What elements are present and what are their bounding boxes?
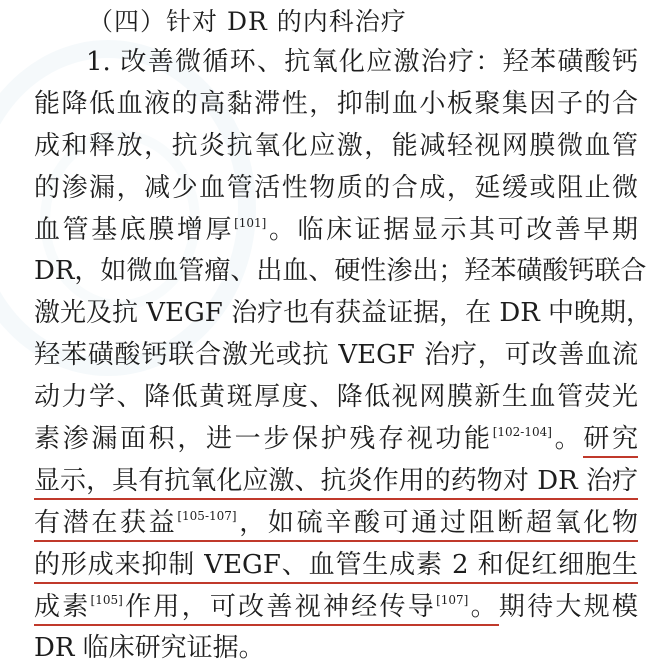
highlighted-text: 成素[105]作用，可改善视神经传导[107]。 (34, 592, 499, 626)
paragraph-line: 素渗漏面积，进一步保护残存视功能[102-104]。研究 (34, 419, 638, 461)
paragraph-line (34, 545, 638, 587)
paragraph-line (34, 503, 638, 545)
document-body (34, 0, 653, 670)
citation: [107] (436, 592, 469, 607)
highlighted-text: 研究 (583, 424, 638, 458)
citation: [102-104] (492, 425, 552, 440)
paragraph-line: 成素[105]作用，可改善视神经传导[107]。期待大规模 (34, 587, 638, 629)
paragraph-line: 羟苯磺酸钙联合激光或抗 VEGF 治疗，可改善血流 (34, 340, 638, 371)
citation: [105] (90, 592, 123, 607)
paragraph-line: DR 临床研究证据。 (34, 633, 265, 664)
highlighted-text: 显示，具有抗氧化应激、抗炎作用的药物对 DR 治疗 (34, 466, 638, 500)
highlighted-text: 有潜在获益[105-107]，如硫辛酸可通过阻断超氧化物 (34, 508, 638, 542)
highlighted-text: 的形成来抑制 VEGF、血管生成素 2 和促红细胞生 (34, 550, 638, 584)
citation: [105-107] (177, 509, 237, 523)
paragraph-line: 动力学、降低黄斑厚度、降低视网膜新生血管荧光 (34, 382, 638, 413)
paragraph-line: 能降低血液的高黏滞性，抑制血小板聚集因子的合 (34, 88, 638, 119)
paragraph-line: 的渗漏，减少血管活性物质的合成，延缓或阻止微 (34, 172, 638, 203)
paragraph-line: 激光及抗 VEGF 治疗也有获益证据，在 DR 中晚期， (34, 298, 653, 329)
section-heading: （四）针对 DR 的内科治疗 (88, 7, 407, 36)
paragraph-line: 1. 改善微循环、抗氧化应激治疗：羟苯磺酸钙 (86, 47, 638, 77)
paragraph-line (34, 461, 638, 503)
citation: [101] (234, 215, 267, 230)
paragraph-line: DR，如微血管瘤、出血、硬性渗出；羟苯磺酸钙联合 (34, 256, 647, 287)
paragraph-line: 成和释放，抗炎抗氧化应激，能减轻视网膜微血管 (34, 130, 638, 161)
paragraph-line: 血管基底膜增厚[101]。临床证据显示其可改善早期 (34, 214, 638, 245)
